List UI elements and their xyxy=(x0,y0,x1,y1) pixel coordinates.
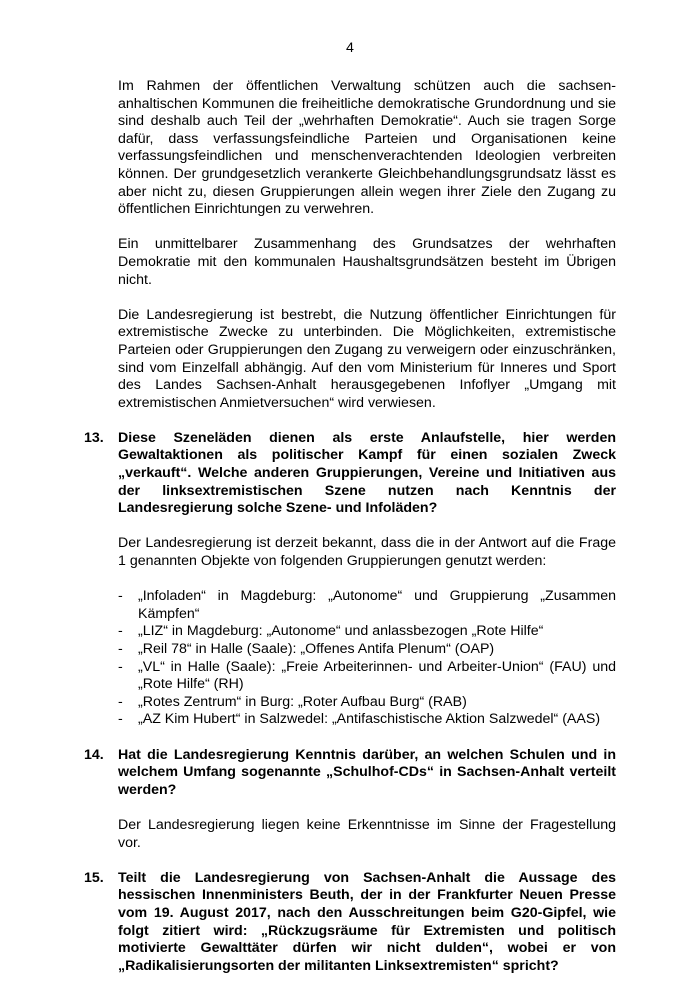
question-14-text: Hat die Landesregierung Kenntnis darüber, an welchen Schulen und in welchem Umfang sogenannte „Schulhof-CDs“ in Sachsen-Anhalt verteilt werden? xyxy=(118,746,616,798)
list-item: - „Infoladen“ in Magdeburg: „Autonome“ und Gruppierung „Zusammen Kämpfen“ xyxy=(118,588,616,622)
bullet-dash: - xyxy=(118,641,123,657)
bullet-dash: - xyxy=(118,588,123,605)
question-14-number: 14. xyxy=(84,746,104,763)
paragraph-haushaltsgrundsaetze: Ein unmittelbarer Zusammenhang des Grundsatzes der wehrhaften Demokratie mit den kommunalen Haushaltsgrundsätzen besteht im Übrigen nicht. xyxy=(118,236,616,288)
bullet-dash: - xyxy=(118,693,123,710)
question-15 xyxy=(84,869,616,976)
question-15-text: Teilt die Landesregierung von Sachsen-Anhalt die Aussage des hessischen Innenministers Beuth, der in der Frankfurter Neuen Presse vom 19. August 2017, nach den Ausschreitungen beim G20-Gipfel, wie folgt zitiert wird: „Rückzugsräume für Extremisten und politisch motivierte Gewalttäter dürfen wir nicht dulden“, wobei er von „Radikalisierungsorten der militanten Linksextremisten“ spricht? xyxy=(118,869,616,974)
answer-14: Der Landesregierung liegen keine Erkenntnisse im Sinne der Fragestellung vor. xyxy=(118,816,616,851)
list-item: - „VL“ in Halle (Saale): „Freie Arbeiterinnen- und Arbeiter-Union“ (FAU) und „Rote Hilfe“ (RH) xyxy=(118,658,616,693)
question-13-number: 13. xyxy=(84,429,104,446)
answer-13: Der Landesregierung ist derzeit bekannt, dass die in der Antwort auf die Frage 1 genannten Objekte von folgenden Gruppierungen genutzt werden: xyxy=(118,535,616,570)
paragraph-extremistische-zwecke: Die Landesregierung ist bestrebt, die Nutzung öffentlicher Einrichtungen für extremistische Zwecke zu unterbinden. Die Möglichkeiten, extremistische Parteien oder Gruppierungen den Zugang zu verweigern oder einzuschränken, sind vom Einzelfall abhängig. Auf den vom Ministerium für Inneres und Sport des Landes Sachsen-Anhalt herausgegebenen Infoflyer „Umgang mit extremistischen Anmietversuchen“ wird verwiesen. xyxy=(118,306,616,411)
list-item: - „Reil 78“ in Halle (Saale): „Offenes Antifa Plenum“ (OAP) xyxy=(118,641,495,657)
question-13-text: Diese Szeneläden dienen als erste Anlaufstelle, hier werden Gewaltaktionen als politischer Kampf für einen sozialen Zweck „verkauft“. Welche anderen Gruppierungen, Vereine und Initiativen aus der linksextremistischen Szene nutzen nach Kenntnis der Landesregierung solche Szene- und Infoläden? xyxy=(118,429,616,517)
question-13 xyxy=(84,429,616,518)
list-item: - „LIZ“ in Magdeburg: „Autonome“ und anlassbezogen „Rote Hilfe“ xyxy=(118,623,544,640)
document-body xyxy=(84,78,616,993)
list-item: - „AZ Kim Hubert“ in Salzwedel: „Antifaschistische Aktion Salzwedel“ (AAS) xyxy=(118,711,601,728)
paragraph-wehrhafte-demokratie: Im Rahmen der öffentlichen Verwaltung schützen auch die sachsen-anhaltischen Kommunen die freiheitliche demokratische Grundordnung und sie sind deshalb auch Teil der „wehrhaften Demokratie“. Auch sie tragen Sorge dafür, dass verfassungsfeindliche Parteien und Organisationen keine verfassungsfeindlichen und menschenverachtenden Ideologien verbreiten können. Der grundgesetzlich verankerte Gleichbehandlungsgrundsatz lässt es aber nicht zu, diesen Gruppierungen allein wegen ihrer Ziele den Zugang zu öffentlichen Einrichtungen zu verwehren. xyxy=(118,78,616,218)
bullet-dash: - xyxy=(118,658,123,675)
page-number: 4 xyxy=(346,40,354,56)
bullet-list-gruppierungen xyxy=(118,588,616,729)
question-15-number: 15. xyxy=(84,869,104,886)
list-item: - „Rotes Zentrum“ in Burg: „Roter Aufbau Burg“ (RAB) xyxy=(118,693,467,710)
question-14 xyxy=(84,746,616,800)
bullet-dash: - xyxy=(118,711,123,728)
bullet-dash: - xyxy=(118,623,123,640)
